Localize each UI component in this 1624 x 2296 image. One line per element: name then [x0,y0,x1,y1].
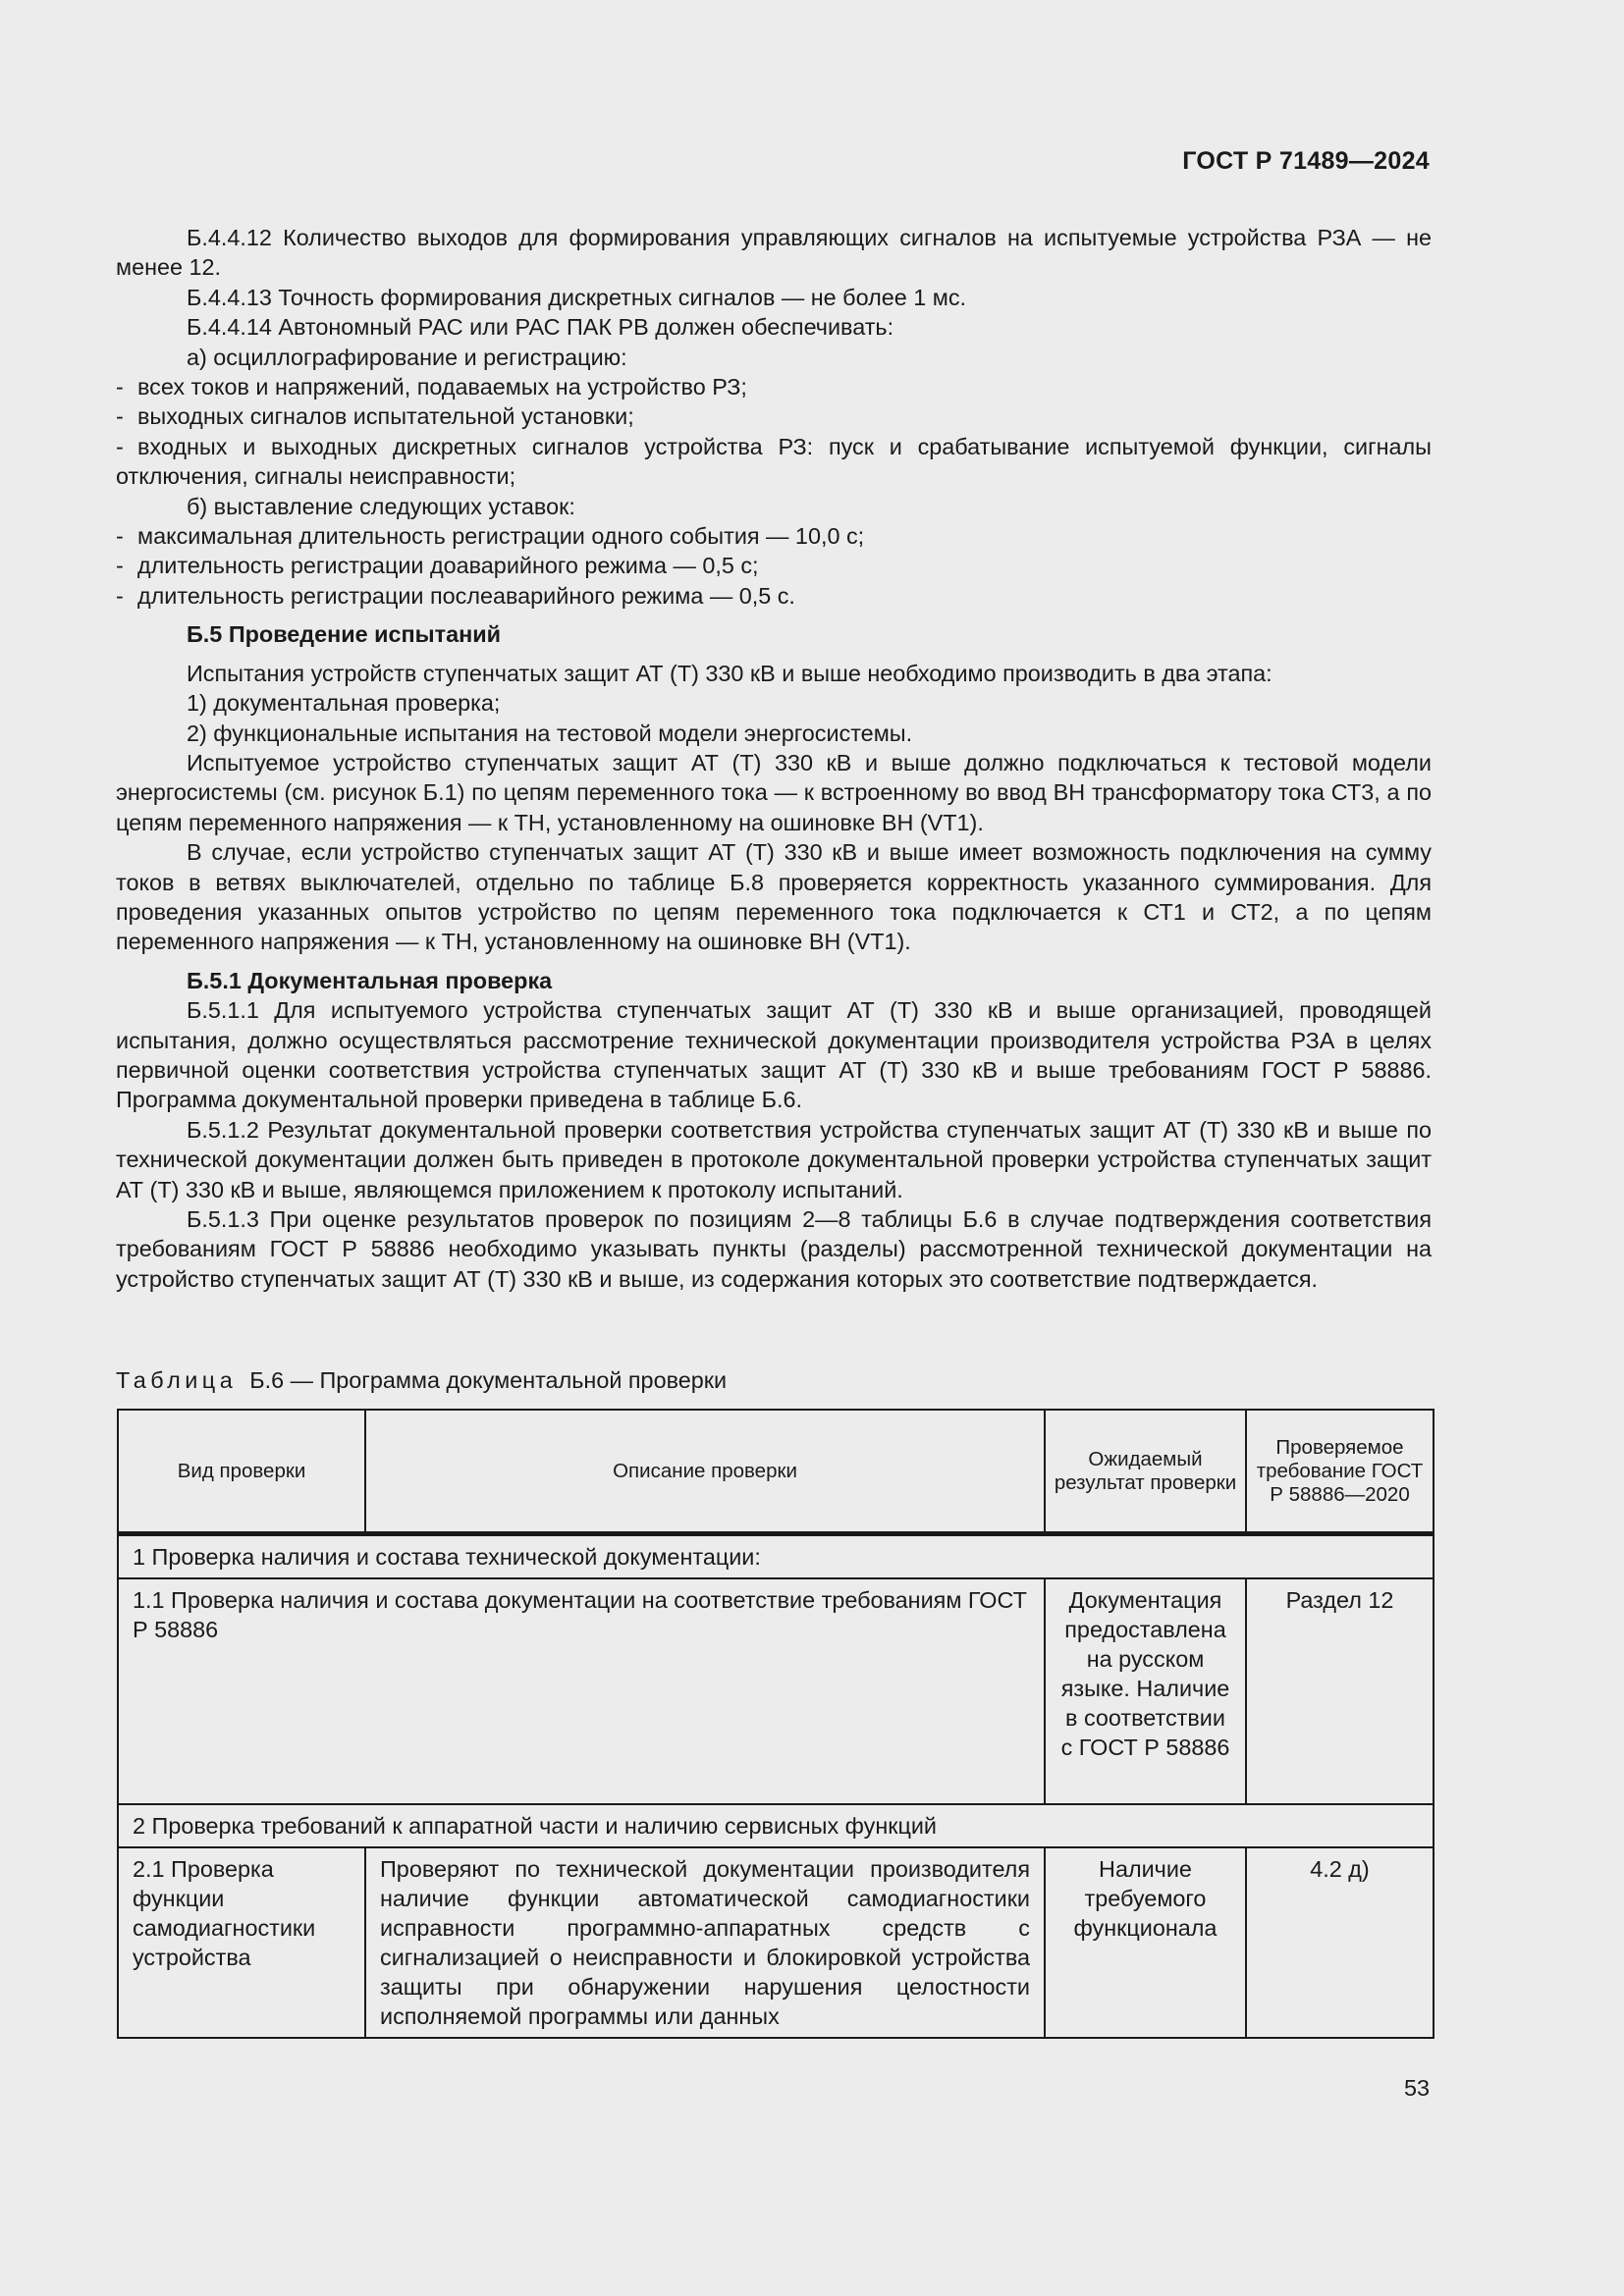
column-header: Проверяемое требование ГОСТ Р 58886—2020 [1246,1410,1434,1534]
section-heading: Б.5 Проведение испытаний [187,621,501,648]
table-row [118,1578,1434,1804]
body-text [116,223,1432,1294]
paragraph: Б.4.4.14 Автономный РАС или РАС ПАК РВ должен обеспечивать: [187,314,894,341]
paragraph: Б.5.1.1 Для испытуемого устройства ступенчатых защит АТ (Т) 330 кВ и выше организацией, проводящей испытания, должно осуществляться рассмотрение технической документации производителя устройства РЗА в целях первичной оценки соответствия устройства ступенчатых защит АТ (Т) 330 кВ и выше требованиям ГОСТ Р 58886. Программа документальной проверки приведена в таблице Б.6. [116,997,1432,1113]
dash-item: - длительность регистрации доаварийного режима — 0,5 с; [116,553,759,579]
section-heading: Б.5.1 Документальная проверка [187,967,553,993]
column-header: Описание проверки [365,1410,1045,1534]
dash-item: - входных и выходных дискретных сигналов устройства РЗ: пуск и срабатывание испытуемой функции, сигналы отключения, сигналы неисправности; [116,433,1432,490]
list-item: 1) документальная проверка; [187,690,501,717]
paragraph: В случае, если устройство ступенчатых защит АТ (Т) 330 кВ и выше имеет возможность подключения на сумму токов в ветвях выключателей, отдельно по таблице Б.8 проверяется корректность указанного суммирования. Для проведения указанных опытов устройство по цепям переменного тока подключается к СТ1 и СТ2, а по цепям переменного напряжения — к ТН, установленному на ошиновке ВН (VT1). [116,839,1432,955]
check-description: Проверяют по технической документации производителя наличие функции автоматической самодиагностики исправности программно-аппаратных средств с сигнализацией о неисправности и блокировкой устройства защиты при обнаружении нарушения целостности исполняемой программы или данных [365,1847,1045,2038]
table-row [118,1847,1434,2038]
paragraph: Б.5.1.3 При оценке результатов проверок по позициям 2—8 таблицы Б.6 в случае подтверждения соответствия требованиям ГОСТ Р 58886 необходимо указывать пункты (разделы) рассмотренной технической документации на устройство ступенчатых защит АТ (Т) 330 кВ и выше, из содержания которых это соответствие подтверждается. [116,1206,1432,1292]
table-caption: Таблица Б.6 — Программа документальной проверки [116,1367,728,1393]
expected-result: Документация предоставлена на русском языке. Наличие в соответствии с ГОСТ Р 58886 [1045,1578,1246,1804]
dash-item: - выходных сигналов испытательной установки; [116,403,634,430]
paragraph: Б.4.4.12 Количество выходов для формирования управляющих сигналов на испытуемые устройства РЗА — не менее 12. [116,225,1432,281]
table-section-row [118,1804,1434,1847]
table-header-row [118,1410,1434,1534]
check-type: 2.1 Проверка функции самодиагностики устройства [118,1847,365,2038]
list-item: а) осциллографирование и регистрацию: [187,344,627,370]
list-item: 2) функциональные испытания на тестовой модели энергосистемы. [187,720,913,746]
requirement: 4.2 д) [1246,1847,1434,2038]
paragraph: Б.4.4.13 Точность формирования дискретных сигналов — не более 1 мс. [187,284,967,310]
requirement: Раздел 12 [1246,1578,1434,1804]
dash-item: - длительность регистрации послеаварийного режима — 0,5 с. [116,582,795,609]
list-item: б) выставление следующих уставок: [187,493,575,519]
column-header: Ожидаемый результат проверки [1045,1410,1246,1534]
table-section-row [118,1534,1434,1579]
section-title: 1 Проверка наличия и состава технической документации: [118,1534,1434,1579]
expected-result: Наличие требуемого функционала [1045,1847,1246,2038]
dash-item: - всех токов и напряжений, подаваемых на устройство РЗ; [116,374,747,400]
section-title: 2 Проверка требований к аппаратной части и наличию сервисных функций [118,1804,1434,1847]
check-description: 1.1 Проверка наличия и состава документации на соответствие требованиям ГОСТ Р 58886 [118,1578,1045,1804]
paragraph: Б.5.1.2 Результат документальной проверки соответствия устройства ступенчатых защит АТ (Т) 330 кВ и выше по технической документации должен быть приведен в протоколе документальной проверки устройства ступенчатых защит АТ (Т) 330 кВ и выше, являющемся приложением к протоколу испытаний. [116,1116,1432,1202]
paragraph: Испытания устройств ступенчатых защит АТ (Т) 330 кВ и выше необходимо производить в два этапа: [187,660,1272,686]
program-table [117,1409,1435,2039]
column-header: Вид проверки [118,1410,365,1534]
paragraph: Испытуемое устройство ступенчатых защит АТ (Т) 330 кВ и выше должно подключаться к тестовой модели энергосистемы (см. рисунок Б.1) по цепям переменного тока — к встроенному во ввод ВН трансформатору тока СТ3, а по цепям переменного напряжения — к ТН, установленному на ошиновке ВН (VT1). [116,749,1432,835]
dash-item: - максимальная длительность регистрации одного события — 10,0 с; [116,523,865,550]
document-header: ГОСТ Р 71489—2024 [1182,147,1430,175]
page-number: 53 [1403,2075,1430,2101]
